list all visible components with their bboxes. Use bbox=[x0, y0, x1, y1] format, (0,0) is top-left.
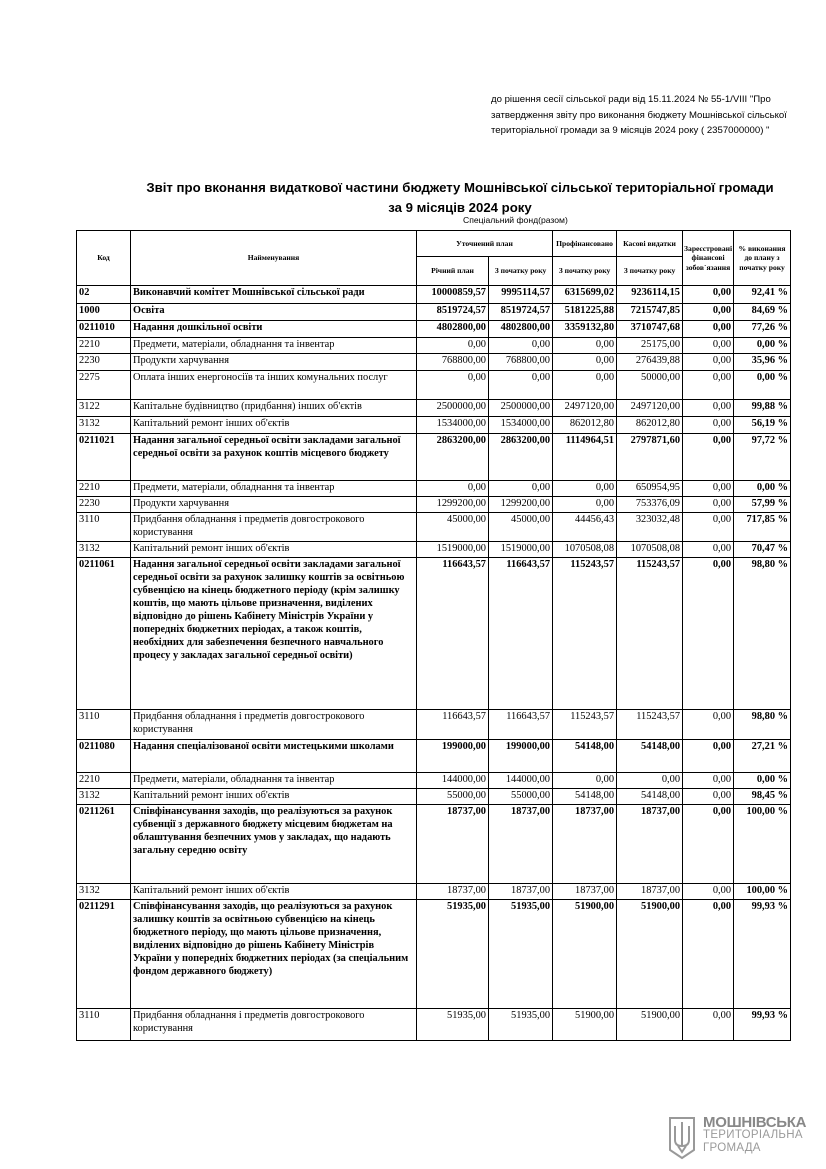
row-financed: 18737,00 bbox=[553, 805, 617, 884]
row-name: Оплата інших енергоносіїв та інших комунальних послуг bbox=[131, 371, 417, 400]
header-registered: Зареєстровані фінансові зобов`язання bbox=[683, 231, 734, 286]
row-registered: 0,00 bbox=[683, 417, 734, 434]
row-ytd-plan: 55000,00 bbox=[489, 789, 553, 805]
row-code: 1000 bbox=[77, 304, 131, 321]
row-percent: 99,93 % bbox=[734, 900, 791, 1009]
row-percent: 98,80 % bbox=[734, 710, 791, 740]
row-annual-plan: 51935,00 bbox=[417, 900, 489, 1009]
row-name: Співфінансування заходів, що реалізуються за рахунок субвенції з державного бюджету місцевим бюджетам на облаштування безпечних умов у закладах, що надають загальну середню освіту bbox=[131, 805, 417, 884]
row-cash: 18737,00 bbox=[617, 805, 683, 884]
row-ytd-plan: 0,00 bbox=[489, 481, 553, 497]
table-row bbox=[77, 304, 791, 321]
row-ytd-plan: 51935,00 bbox=[489, 1009, 553, 1041]
row-percent: 92,41 % bbox=[734, 286, 791, 304]
row-percent: 0,00 % bbox=[734, 338, 791, 354]
row-code: 0211061 bbox=[77, 558, 131, 710]
row-name: Капітальний ремонт інших об'єктів bbox=[131, 542, 417, 558]
row-ytd-plan: 2863200,00 bbox=[489, 434, 553, 481]
row-financed: 0,00 bbox=[553, 497, 617, 513]
row-name: Предмети, матеріали, обладнання та інвентар bbox=[131, 773, 417, 789]
logo-line3: ГРОМАДА bbox=[703, 1142, 761, 1154]
row-percent: 70,47 % bbox=[734, 542, 791, 558]
report-title-line2: за 9 місяців 2024 року bbox=[388, 199, 532, 215]
row-percent: 100,00 % bbox=[734, 884, 791, 900]
row-registered: 0,00 bbox=[683, 558, 734, 710]
row-name: Надання загальної середньої освіти закладами загальної середньої освіти за рахунок коштів місцевого бюджету bbox=[131, 434, 417, 481]
row-financed: 5181225,88 bbox=[553, 304, 617, 321]
row-ytd-plan: 116643,57 bbox=[489, 710, 553, 740]
row-code: 3110 bbox=[77, 1009, 131, 1041]
row-cash: 2497120,00 bbox=[617, 400, 683, 417]
row-ytd-plan: 18737,00 bbox=[489, 884, 553, 900]
row-financed: 115243,57 bbox=[553, 710, 617, 740]
row-name: Капітальний ремонт інших об'єктів bbox=[131, 884, 417, 900]
row-registered: 0,00 bbox=[683, 338, 734, 354]
table-row bbox=[77, 558, 791, 710]
row-name: Придбання обладнання і предметів довгострокового користування bbox=[131, 710, 417, 740]
row-code: 2275 bbox=[77, 371, 131, 400]
row-name: Надання спеціалізованої освіти мистецькими школами bbox=[131, 740, 417, 773]
table-row bbox=[77, 481, 791, 497]
row-registered: 0,00 bbox=[683, 1009, 734, 1041]
row-code: 3132 bbox=[77, 884, 131, 900]
table-body bbox=[77, 286, 791, 1041]
row-annual-plan: 2500000,00 bbox=[417, 400, 489, 417]
row-ytd-plan: 8519724,57 bbox=[489, 304, 553, 321]
row-cash: 1070508,08 bbox=[617, 542, 683, 558]
table-row bbox=[77, 371, 791, 400]
header-name: Найменування bbox=[131, 231, 417, 286]
row-registered: 0,00 bbox=[683, 900, 734, 1009]
logo-line2: ТЕРИТОРІАЛЬНА bbox=[703, 1129, 803, 1141]
header-annual-plan: Річний план bbox=[417, 257, 489, 286]
table-row bbox=[77, 740, 791, 773]
table-row bbox=[77, 417, 791, 434]
row-financed: 0,00 bbox=[553, 354, 617, 371]
row-financed: 0,00 bbox=[553, 773, 617, 789]
row-ytd-plan: 1534000,00 bbox=[489, 417, 553, 434]
header-refined-plan: Уточнений план bbox=[417, 231, 553, 257]
logo-text bbox=[703, 1116, 806, 1155]
row-code: 0211010 bbox=[77, 321, 131, 338]
row-percent: 57,99 % bbox=[734, 497, 791, 513]
row-registered: 0,00 bbox=[683, 434, 734, 481]
row-annual-plan: 10000859,57 bbox=[417, 286, 489, 304]
row-registered: 0,00 bbox=[683, 321, 734, 338]
row-financed: 54148,00 bbox=[553, 740, 617, 773]
row-ytd-plan: 199000,00 bbox=[489, 740, 553, 773]
row-cash: 115243,57 bbox=[617, 558, 683, 710]
header-code: Код bbox=[77, 231, 131, 286]
row-annual-plan: 18737,00 bbox=[417, 884, 489, 900]
row-cash: 753376,09 bbox=[617, 497, 683, 513]
row-cash: 54148,00 bbox=[617, 789, 683, 805]
row-financed: 1114964,51 bbox=[553, 434, 617, 481]
row-financed: 0,00 bbox=[553, 481, 617, 497]
row-percent: 84,69 % bbox=[734, 304, 791, 321]
row-percent: 27,21 % bbox=[734, 740, 791, 773]
row-code: 3132 bbox=[77, 542, 131, 558]
row-ytd-plan: 768800,00 bbox=[489, 354, 553, 371]
header-percent: % виконання до плану з початку року bbox=[734, 231, 791, 286]
row-cash: 323032,48 bbox=[617, 513, 683, 542]
table-row bbox=[77, 400, 791, 417]
row-name: Капітальний ремонт інших об'єктів bbox=[131, 789, 417, 805]
row-annual-plan: 0,00 bbox=[417, 481, 489, 497]
row-code: 3110 bbox=[77, 513, 131, 542]
row-code: 0211080 bbox=[77, 740, 131, 773]
row-financed: 0,00 bbox=[553, 371, 617, 400]
table-row bbox=[77, 1009, 791, 1041]
row-ytd-plan: 0,00 bbox=[489, 338, 553, 354]
row-code: 3122 bbox=[77, 400, 131, 417]
row-financed: 862012,80 bbox=[553, 417, 617, 434]
row-name: Освіта bbox=[131, 304, 417, 321]
row-annual-plan: 45000,00 bbox=[417, 513, 489, 542]
row-financed: 54148,00 bbox=[553, 789, 617, 805]
table-row bbox=[77, 542, 791, 558]
row-financed: 115243,57 bbox=[553, 558, 617, 710]
row-ytd-plan: 45000,00 bbox=[489, 513, 553, 542]
row-registered: 0,00 bbox=[683, 497, 734, 513]
row-ytd-plan: 0,00 bbox=[489, 371, 553, 400]
row-name: Продукти харчування bbox=[131, 354, 417, 371]
row-financed: 18737,00 bbox=[553, 884, 617, 900]
row-annual-plan: 0,00 bbox=[417, 371, 489, 400]
row-annual-plan: 4802800,00 bbox=[417, 321, 489, 338]
header-cash: Касові видатки bbox=[617, 231, 683, 257]
table-row bbox=[77, 805, 791, 884]
row-cash: 18737,00 bbox=[617, 884, 683, 900]
row-percent: 77,26 % bbox=[734, 321, 791, 338]
row-registered: 0,00 bbox=[683, 789, 734, 805]
table-row bbox=[77, 773, 791, 789]
row-annual-plan: 116643,57 bbox=[417, 710, 489, 740]
report-title-line1: Звіт про вконання видаткової частини бюджету Мошнівської сільської територіальної громади bbox=[146, 180, 774, 195]
row-cash: 650954,95 bbox=[617, 481, 683, 497]
row-financed: 3359132,80 bbox=[553, 321, 617, 338]
header-cash-ytd: З початку року bbox=[617, 257, 683, 286]
table-row bbox=[77, 710, 791, 740]
table-row bbox=[77, 884, 791, 900]
report-title bbox=[130, 178, 790, 217]
trident-icon bbox=[667, 1116, 697, 1160]
row-financed: 44456,43 bbox=[553, 513, 617, 542]
row-cash: 51900,00 bbox=[617, 1009, 683, 1041]
row-cash: 7215747,85 bbox=[617, 304, 683, 321]
row-registered: 0,00 bbox=[683, 773, 734, 789]
header-financed-ytd: З початку року bbox=[553, 257, 617, 286]
row-cash: 0,00 bbox=[617, 773, 683, 789]
row-percent: 0,00 % bbox=[734, 371, 791, 400]
row-registered: 0,00 bbox=[683, 710, 734, 740]
row-percent: 35,96 % bbox=[734, 354, 791, 371]
row-registered: 0,00 bbox=[683, 481, 734, 497]
row-name: Надання загальної середньої освіти закладами загальної середньої освіти за рахунок залишку коштів за освітньою субвенцією на кінець бюджетного періоду (крім залишку коштів, що мають цільове призначення, виділених відповідно до рішень Кабінету Міністрів України у попередніх бюджетних періодах, а також коштів, необхідних для забезпечення безпечного навчального процесу у закладах загальної середньої освіти) bbox=[131, 558, 417, 710]
row-ytd-plan: 144000,00 bbox=[489, 773, 553, 789]
row-cash: 9236114,15 bbox=[617, 286, 683, 304]
row-registered: 0,00 bbox=[683, 286, 734, 304]
row-percent: 99,93 % bbox=[734, 1009, 791, 1041]
row-annual-plan: 144000,00 bbox=[417, 773, 489, 789]
row-percent: 56,19 % bbox=[734, 417, 791, 434]
row-code: 3110 bbox=[77, 710, 131, 740]
row-cash: 50000,00 bbox=[617, 371, 683, 400]
row-cash: 3710747,68 bbox=[617, 321, 683, 338]
row-name: Капітальне будівництво (придбання) інших об'єктів bbox=[131, 400, 417, 417]
row-code: 3132 bbox=[77, 789, 131, 805]
row-annual-plan: 51935,00 bbox=[417, 1009, 489, 1041]
row-cash: 54148,00 bbox=[617, 740, 683, 773]
row-annual-plan: 18737,00 bbox=[417, 805, 489, 884]
row-code: 2210 bbox=[77, 773, 131, 789]
row-code: 3132 bbox=[77, 417, 131, 434]
row-annual-plan: 1534000,00 bbox=[417, 417, 489, 434]
row-name: Придбання обладнання і предметів довгострокового користування bbox=[131, 513, 417, 542]
table-row bbox=[77, 286, 791, 304]
row-name: Придбання обладнання і предметів довгострокового користування bbox=[131, 1009, 417, 1041]
row-registered: 0,00 bbox=[683, 542, 734, 558]
row-financed: 51900,00 bbox=[553, 1009, 617, 1041]
table-row bbox=[77, 900, 791, 1009]
row-cash: 276439,88 bbox=[617, 354, 683, 371]
row-registered: 0,00 bbox=[683, 740, 734, 773]
fund-label: Спеціальний фонд(разом) bbox=[463, 215, 568, 225]
row-name: Предмети, матеріали, обладнання та інвентар bbox=[131, 338, 417, 354]
header-ytd-plan: З початку року bbox=[489, 257, 553, 286]
row-code: 2210 bbox=[77, 338, 131, 354]
row-annual-plan: 768800,00 bbox=[417, 354, 489, 371]
row-ytd-plan: 1519000,00 bbox=[489, 542, 553, 558]
row-percent: 0,00 % bbox=[734, 481, 791, 497]
table-row bbox=[77, 789, 791, 805]
row-code: 02 bbox=[77, 286, 131, 304]
row-name: Виконавчий комітет Мошнівської сільської ради bbox=[131, 286, 417, 304]
row-annual-plan: 8519724,57 bbox=[417, 304, 489, 321]
row-percent: 100,00 % bbox=[734, 805, 791, 884]
row-percent: 98,45 % bbox=[734, 789, 791, 805]
table-row bbox=[77, 321, 791, 338]
row-annual-plan: 0,00 bbox=[417, 338, 489, 354]
row-registered: 0,00 bbox=[683, 354, 734, 371]
table-row bbox=[77, 354, 791, 371]
header-note: до рішення сесії сільської ради від 15.11.2024 № 55-1/VIII "Про затвердження звіту про виконання бюджету Мошнівської сільської територіальної громади за 9 місяців 2024 року ( 2357000000) " bbox=[491, 94, 787, 136]
expenditure-table bbox=[76, 230, 791, 1041]
row-registered: 0,00 bbox=[683, 371, 734, 400]
row-financed: 0,00 bbox=[553, 338, 617, 354]
row-code: 2230 bbox=[77, 354, 131, 371]
row-registered: 0,00 bbox=[683, 805, 734, 884]
row-percent: 97,72 % bbox=[734, 434, 791, 481]
row-percent: 98,80 % bbox=[734, 558, 791, 710]
row-ytd-plan: 18737,00 bbox=[489, 805, 553, 884]
row-percent: 99,88 % bbox=[734, 400, 791, 417]
row-ytd-plan: 51935,00 bbox=[489, 900, 553, 1009]
row-name: Продукти харчування bbox=[131, 497, 417, 513]
row-annual-plan: 116643,57 bbox=[417, 558, 489, 710]
row-name: Капітальний ремонт інших об'єктів bbox=[131, 417, 417, 434]
header-financed: Профінансовано bbox=[553, 231, 617, 257]
row-cash: 51900,00 bbox=[617, 900, 683, 1009]
row-cash: 115243,57 bbox=[617, 710, 683, 740]
row-code: 2230 bbox=[77, 497, 131, 513]
row-annual-plan: 1519000,00 bbox=[417, 542, 489, 558]
row-name: Предмети, матеріали, обладнання та інвентар bbox=[131, 481, 417, 497]
row-registered: 0,00 bbox=[683, 884, 734, 900]
row-financed: 1070508,08 bbox=[553, 542, 617, 558]
row-cash: 25175,00 bbox=[617, 338, 683, 354]
table-row bbox=[77, 497, 791, 513]
row-cash: 2797871,60 bbox=[617, 434, 683, 481]
row-registered: 0,00 bbox=[683, 304, 734, 321]
row-annual-plan: 2863200,00 bbox=[417, 434, 489, 481]
row-code: 0211291 bbox=[77, 900, 131, 1009]
row-name: Надання дошкільної освіти bbox=[131, 321, 417, 338]
row-code: 0211261 bbox=[77, 805, 131, 884]
row-code: 2210 bbox=[77, 481, 131, 497]
row-annual-plan: 55000,00 bbox=[417, 789, 489, 805]
row-name: Співфінансування заходів, що реалізуються за рахунок залишку коштів за освітньою субвенцією на кінець бюджетного періоду, що мають цільове призначення, виділених відповідно до рішень Кабінету Міністрів України у попередніх бюджетних періодах (за спеціальним фондом державного бюджету) bbox=[131, 900, 417, 1009]
table-row bbox=[77, 434, 791, 481]
row-percent: 0,00 % bbox=[734, 773, 791, 789]
row-code: 0211021 bbox=[77, 434, 131, 481]
row-cash: 862012,80 bbox=[617, 417, 683, 434]
row-annual-plan: 1299200,00 bbox=[417, 497, 489, 513]
row-registered: 0,00 bbox=[683, 400, 734, 417]
row-financed: 2497120,00 bbox=[553, 400, 617, 417]
row-financed: 6315699,02 bbox=[553, 286, 617, 304]
row-ytd-plan: 1299200,00 bbox=[489, 497, 553, 513]
row-percent: 717,85 % bbox=[734, 513, 791, 542]
row-financed: 51900,00 bbox=[553, 900, 617, 1009]
row-registered: 0,00 bbox=[683, 513, 734, 542]
row-ytd-plan: 2500000,00 bbox=[489, 400, 553, 417]
row-ytd-plan: 116643,57 bbox=[489, 558, 553, 710]
row-ytd-plan: 9995114,57 bbox=[489, 286, 553, 304]
row-annual-plan: 199000,00 bbox=[417, 740, 489, 773]
logo-line1: МОШНІВСЬКА bbox=[703, 1114, 807, 1131]
table-row bbox=[77, 513, 791, 542]
table-row bbox=[77, 338, 791, 354]
community-logo bbox=[667, 1116, 807, 1162]
row-ytd-plan: 4802800,00 bbox=[489, 321, 553, 338]
